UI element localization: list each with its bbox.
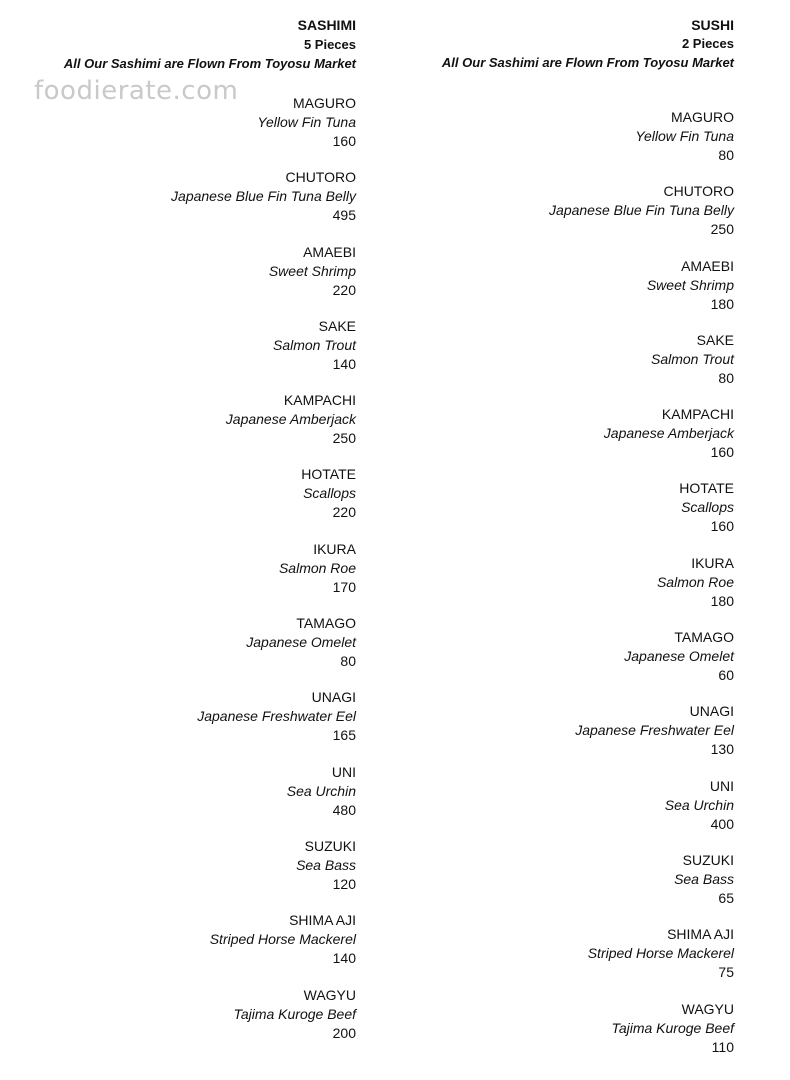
item-price: 80: [718, 147, 734, 163]
menu-item: [16, 688, 356, 745]
item-name: CHUTORO: [663, 183, 734, 200]
menu-item: [394, 182, 734, 239]
menu-item: [394, 702, 734, 759]
section-title: SASHIMI: [297, 17, 356, 33]
item-price: 160: [710, 444, 734, 461]
item-name: UNI: [709, 777, 734, 794]
item-price: 180: [710, 295, 734, 312]
item-name: AMAEBI: [681, 257, 734, 274]
item-description: Salmon Roe: [656, 573, 734, 590]
item-description: Sea Bass: [296, 856, 356, 873]
menu-item: [16, 911, 356, 968]
item-price: 140: [332, 950, 356, 967]
item-name: HOTATE: [679, 480, 734, 497]
item-description: Japanese Omelet: [624, 648, 734, 665]
section-pieces: 5 Pieces: [303, 37, 356, 52]
item-name: UNAGI: [311, 689, 356, 706]
menu-item: [394, 1000, 734, 1057]
item-description: Salmon Trout: [651, 350, 734, 367]
item-name: TAMAGO: [674, 629, 734, 646]
item-price: 80: [340, 653, 356, 670]
item-name: SUZUKI: [304, 837, 356, 854]
item-name: SHIMA AJI: [289, 912, 356, 929]
item-price: 165: [332, 727, 356, 744]
menu-item: [16, 614, 356, 671]
item-price: 160: [332, 133, 356, 149]
watermark-text: foodierate.com: [34, 76, 239, 106]
item-name: UNAGI: [689, 703, 734, 720]
item-price: 65: [718, 889, 734, 906]
item-description: Salmon Trout: [273, 336, 356, 353]
menu-item: [394, 108, 734, 165]
menu-item: [394, 925, 734, 982]
item-description: Sweet Shrimp: [646, 276, 734, 293]
item-description: Salmon Roe: [278, 559, 356, 576]
item-description: Tajima Kuroge Beef: [611, 1019, 734, 1036]
item-description: Scallops: [303, 485, 356, 502]
item-price: 250: [332, 430, 356, 447]
sashimi-section: [16, 16, 356, 1060]
item-name: SUZUKI: [682, 851, 734, 868]
item-name: KAMPACHI: [283, 392, 356, 409]
item-name: UNI: [331, 763, 356, 780]
sashimi-header: [16, 16, 356, 73]
item-name: MAGURO: [671, 109, 734, 125]
menu-item: [16, 168, 356, 225]
menu-item: [394, 257, 734, 314]
item-description: Japanese Amberjack: [603, 425, 734, 442]
menu-item: [16, 986, 356, 1043]
item-description: Yellow Fin Tuna: [635, 128, 734, 144]
item-description: Japanese Blue Fin Tuna Belly: [171, 188, 356, 205]
menu-item: [16, 391, 356, 448]
menu-item: [16, 465, 356, 522]
section-title: SUSHI: [691, 17, 734, 33]
item-name: MAGURO: [293, 95, 356, 111]
menu-item: [16, 837, 356, 894]
item-price: 170: [332, 578, 356, 595]
sushi-header: [394, 16, 734, 72]
item-name: WAGYU: [681, 1000, 734, 1017]
item-name: CHUTORO: [285, 169, 356, 186]
item-price: 480: [332, 801, 356, 818]
item-price: 495: [332, 207, 356, 224]
section-pieces: 2 Pieces: [681, 36, 734, 51]
item-name: IKURA: [313, 540, 356, 557]
item-description: Striped Horse Mackerel: [587, 945, 734, 962]
item-description: Sweet Shrimp: [268, 262, 356, 279]
item-price: 400: [710, 815, 734, 832]
item-name: SAKE: [318, 317, 356, 334]
menu-item: [16, 317, 356, 374]
item-name: HOTATE: [301, 466, 356, 483]
menu-item: [16, 243, 356, 300]
menu-item: [16, 540, 356, 597]
item-description: Yellow Fin Tuna: [257, 114, 356, 130]
section-note: All Our Sashimi are Flown From Toyosu Market: [441, 55, 734, 70]
item-name: AMAEBI: [303, 243, 356, 260]
item-price: 80: [718, 369, 734, 386]
item-description: Japanese Freshwater Eel: [575, 722, 734, 739]
item-price: 110: [711, 1038, 734, 1055]
item-price: 75: [718, 964, 734, 981]
menu-item: [394, 331, 734, 388]
sushi-list: [394, 108, 734, 1057]
item-description: Tajima Kuroge Beef: [233, 1005, 356, 1022]
section-note: All Our Sashimi are Flown From Toyosu Market: [63, 56, 356, 71]
item-description: Japanese Omelet: [246, 634, 356, 651]
item-price: 160: [710, 518, 734, 535]
menu-item: [16, 94, 356, 151]
item-description: Japanese Freshwater Eel: [197, 708, 356, 725]
item-price: 60: [718, 667, 734, 684]
item-price: 250: [710, 221, 734, 238]
item-price: 140: [332, 355, 356, 372]
menu-item: [394, 554, 734, 611]
sashimi-list: [16, 94, 356, 1043]
item-description: Sea Urchin: [664, 796, 734, 813]
item-price: 120: [332, 875, 356, 892]
item-price: 220: [332, 281, 356, 298]
menu-item: [394, 628, 734, 685]
item-description: Sea Bass: [674, 870, 734, 887]
item-description: Japanese Amberjack: [225, 411, 356, 428]
item-name: SAKE: [696, 331, 734, 348]
item-name: IKURA: [691, 554, 734, 571]
item-price: 130: [710, 741, 734, 758]
item-price: 200: [332, 1024, 356, 1041]
item-price: 180: [710, 592, 734, 609]
item-name: KAMPACHI: [661, 406, 734, 423]
item-name: WAGYU: [303, 986, 356, 1003]
menu-item: [394, 479, 734, 536]
item-description: Scallops: [681, 499, 734, 516]
item-description: Sea Urchin: [286, 782, 356, 799]
item-price: 220: [332, 504, 356, 521]
menu-item: [394, 405, 734, 462]
item-description: Japanese Blue Fin Tuna Belly: [549, 202, 734, 219]
menu-item: [16, 763, 356, 820]
item-description: Striped Horse Mackerel: [209, 931, 356, 948]
item-name: SHIMA AJI: [667, 926, 734, 943]
sushi-section: [394, 16, 734, 1074]
item-name: TAMAGO: [296, 615, 356, 632]
menu-item: [394, 851, 734, 908]
menu-item: [394, 777, 734, 834]
